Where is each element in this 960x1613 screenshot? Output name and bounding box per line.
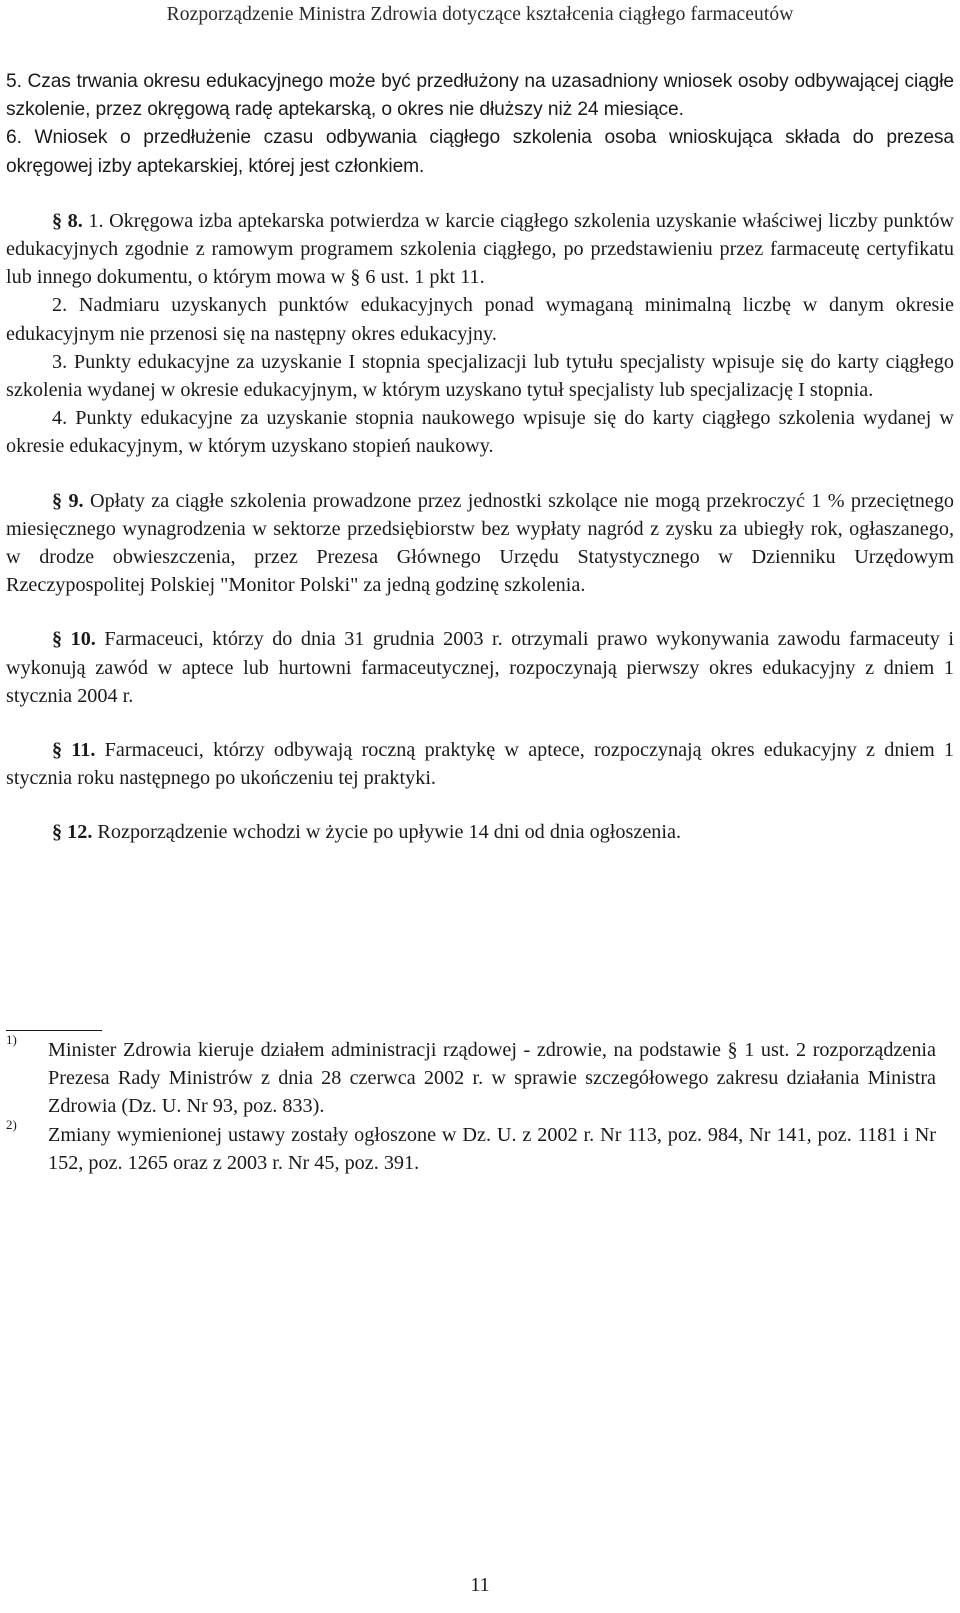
- footnote-1: [6, 1032, 936, 1121]
- footnote-2-mark: 2): [6, 1116, 17, 1132]
- section-11: [6, 736, 954, 792]
- section-8-point-4: 4. Punkty edukacyjne za uzyskanie stopnia naukowego wpisuje się do karty ciągłego szkolenia wydanej w okresie edukacyjnym, w którym uzyskano stopień naukowy.: [6, 407, 954, 458]
- section-8-point-1: [6, 207, 954, 292]
- section-10-text: Farmaceuci, którzy do dnia 31 grudnia 2003 r. otrzymali prawo wykonywania zawodu farmaceuty i wykonują zawód w aptece lub hurtowni farmaceutycznej, rozpoczynają pierwszy okres edukacyjny z dniem 1 stycznia 2004 r.: [6, 628, 955, 707]
- section-9-text: Opłaty za ciągłe szkolenia prowadzone przez jednostki szkolące nie mogą przekroczyć 1 % przeciętnego miesięcznego wynagrodzenia w sektorze przedsiębiorstw bez wypłaty nagród z zysku za ubiegły rok, ogłaszanego, w drodze obwieszczenia, przez Prezesa Głównego Urzędu Statystycznego w Dzienniku Urzędowym Rzeczypospolitej Polskiej "Monitor Polski" za jedną godzinę szkolenia.: [6, 489, 955, 597]
- paragraph-6: 6. Wniosek o przedłużenie czasu odbywania ciągłego szkolenia osoba wnioskująca składa do prezesa okręgowej izby aptekarskiej, której jest członkiem.: [6, 127, 954, 177]
- document-body: [6, 68, 954, 847]
- running-header: Rozporządzenie Ministra Zdrowia dotyczące kształcenia ciągłego farmaceutów: [166, 4, 794, 25]
- footnote-1-text: Minister Zdrowia kieruje działem administracji rządowej - zdrowie, na podstawie § 1 ust. 2 rozporządzenia Prezesa Rady Ministrów z dnia 28 czerwca 2002 r. w sprawie szczegółowego zakresu działania Ministra Zdrowia (Dz. U. Nr 93, poz. 833).: [48, 1039, 936, 1118]
- footnote-2-text: Zmiany wymienionej ustawy zostały ogłoszone w Dz. U. z 2002 r. Nr 113, poz. 984, Nr 141, poz. 1181 i Nr 152, poz. 1265 oraz z 2003 r. Nr 45, poz. 391.: [48, 1123, 936, 1174]
- paragraph-5: 5. Czas trwania okresu edukacyjnego może być przedłużony na uzasadniony wniosek osoby odbywającej ciągłe szkolenie, przez okręgową radę aptekarską, o okres nie dłuższy niż 24 miesiące.: [6, 71, 954, 121]
- footnote-separator: [6, 1030, 102, 1031]
- section-8-label: § 8.: [52, 209, 83, 232]
- page-number: 11: [470, 1574, 490, 1596]
- section-9: [6, 487, 954, 600]
- section-12-label: § 12.: [52, 821, 93, 844]
- spacer: [6, 792, 954, 818]
- section-9-label: § 9.: [52, 489, 84, 512]
- section-12-text: Rozporządzenie wchodzi w życie po upływie 14 dni od dnia ogłoszenia.: [97, 821, 681, 844]
- footnotes: [6, 1032, 936, 1177]
- section-10-label: § 10.: [52, 628, 96, 651]
- section-10: [6, 625, 954, 710]
- spacer: [6, 710, 954, 736]
- footnote-2: [6, 1116, 936, 1177]
- section-11-label: § 11.: [52, 739, 96, 762]
- footnote-1-mark: 1): [6, 1032, 17, 1047]
- spacer: [6, 461, 954, 487]
- spacer: [6, 181, 954, 207]
- section-12: [6, 818, 954, 846]
- section-8-point-2: 2. Nadmiaru uzyskanych punktów edukacyjnych ponad wymaganą minimalną liczbę w danym okresie edukacyjnym nie przenosi się na następny okres edukacyjny.: [6, 294, 954, 345]
- section-11-text: Farmaceuci, którzy odbywają roczną praktykę w aptece, rozpoczynają okres edukacyjny z dniem 1 stycznia roku następnego po ukończeniu tej praktyki.: [6, 739, 954, 790]
- spacer: [6, 599, 954, 625]
- section-8-point-3: 3. Punkty edukacyjne za uzyskanie I stopnia specjalizacji lub tytułu specjalisty wpisuje się do karty ciągłego szkolenia wydanej w okresie edukacyjnym, w którym uzyskano tytuł specjalisty lub specjalizację I stopnia.: [6, 350, 954, 402]
- section-8-point-1-text: 1. Okręgowa izba aptekarska potwierdza w karcie ciągłego szkolenia uzyskanie właściwej liczby punktów edukacyjnych zgodnie z ramowym programem szkolenia ciągłego, po przedstawieniu przez farmaceutę certyfikatu lub innego dokumentu, o którym mowa w § 6 ust. 1 pkt 11.: [6, 209, 955, 289]
